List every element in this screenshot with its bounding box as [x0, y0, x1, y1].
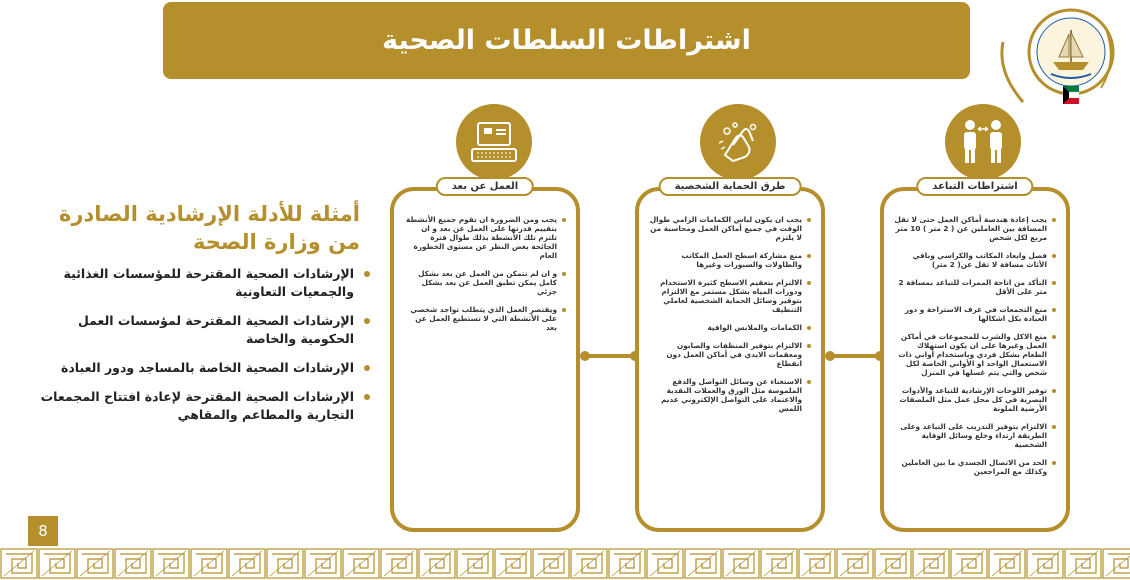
list-item: الحد من الاتصال الجسدي ما بين العاملين وكذلك مع المراجعين — [894, 458, 1056, 476]
list-item: الكمامات والملابس الواقية — [649, 323, 811, 332]
list-item: الالتزام بتعقيم الاسطح كثيرة الاستخدام ودورات المياه بشكل مستمر مع الالتزام بتوفير وسائل الحماية الشخصية لعاملي التنظيف — [649, 278, 811, 314]
card-label: اشتراطات التباعد — [916, 177, 1033, 196]
connector-dot — [825, 351, 835, 361]
list-item: الإرشادات الصحية المقترحة لمؤسسات العمل الحكومية والخاصة — [30, 312, 370, 348]
connector-line — [829, 354, 880, 358]
list-item: يجب ومن الضرورة ان تقوم جميع الأنشطة بتقييم قدرتها على العمل عن بعد و ان تلتزم تلك الأنشطة بذلك طوال فترة الجائحة بغض النظر عن مستوى الخطورة العام — [404, 215, 566, 260]
list-item: منع التجمعات في غرف الاستراحة و دور العبادة بكل اشكالها — [894, 305, 1056, 323]
list-item: الالتزام بتوفير التدريب على التباعد وعلى الطريقة ارتداء وخلع وسائل الوقاية الشخصية — [894, 422, 1056, 449]
guidelines-list — [30, 265, 370, 435]
card-label: العمل عن بعد — [436, 177, 534, 196]
connector-line — [584, 354, 635, 358]
list-item: الالتزام بتوفير المنظفات والصابون ومعقمات الايدي في أماكن العمل دون انقطاع — [649, 341, 811, 368]
card-personal-protection — [635, 181, 825, 532]
page-title: اشتراطات السلطات الصحية — [163, 2, 970, 79]
list-item: توفير اللوحات الإرشادية للتباعد والأدوات البصرية في كل محل عمل مثل الملصقات الأرضية الملونة — [894, 386, 1056, 413]
list-item: الإرشادات الصحية الخاصة بالمساجد ودور العبادة — [30, 359, 370, 377]
list-item: فصل وابعاد المكاتب والكراسي وباقي الأثاث مسافة لا تقل عن( 2 متر) — [894, 251, 1056, 269]
card-distancing — [880, 181, 1070, 532]
list-item: و ان لم تتمكن من العمل عن بعد بشكل كامل يمكن تطبق العمل عن بعد بشكل جزئي — [404, 269, 566, 296]
list-item: الإرشادات الصحية المقترحة للمؤسسات الغذائية والجمعيات التعاونية — [30, 265, 370, 301]
hand-washing-icon — [700, 104, 776, 180]
list-item: ويقتصر العمل الذي يتطلب تواجد شخصي على الأنشطة التي لا تستطيع العمل عن بعد — [404, 305, 566, 332]
decorative-pattern-border — [0, 547, 1130, 580]
page-number: 8 — [28, 516, 58, 546]
card-remote-work — [390, 181, 580, 532]
list-item: التأكد من اتاحة الممرات للتباعد بمسافة 2 متر على الأقل — [894, 278, 1056, 296]
card-label: طرق الحماية الشخصية — [659, 177, 802, 196]
list-item: يجب ان يكون لباس الكمامات الزامي طوال الوقت في جميع أماكن العمل ومحاسبة من لا يلتزم — [649, 215, 811, 242]
computer-icon — [456, 104, 532, 180]
list-item: منع الاكل والشرب للمجموعات في أماكن العمل وغيرها على ان يكون استهلاك الطعام بشكل فردي وباستخدام أواني ذات الاستعمال الواحد او الأواني الخاصة لكل شخص والتي يتم غسلها في المنزل — [894, 332, 1056, 377]
list-item: الاستغناء عن وسائل التواصل والدفع الملموسة مثل الورق والعملات النقدية والاعتماد على التواصل الإلكتروني عديم اللمس — [649, 377, 811, 413]
guidelines-heading: أمثلة للأدلة الإرشادية الصادرة من وزارة الصحة — [58, 202, 360, 254]
list-item: منع مشاركة اسطح العمل المكاتب والطاولات والسبورات وغيرها — [649, 251, 811, 269]
list-item: يجب إعادة هندسة أماكن العمل حتى لا تقل المسافة بين العاملين عن ( 2 متر ) 10 متر مربع لكل شخص — [894, 215, 1056, 242]
list-item: الإرشادات الصحية المقترحة لإعادة افتتاح المجمعات التجارية والمطاعم والمقاهي — [30, 388, 370, 424]
connector-dot — [580, 351, 590, 361]
council-emblem — [983, 2, 1123, 110]
people-distance-icon — [945, 104, 1021, 180]
